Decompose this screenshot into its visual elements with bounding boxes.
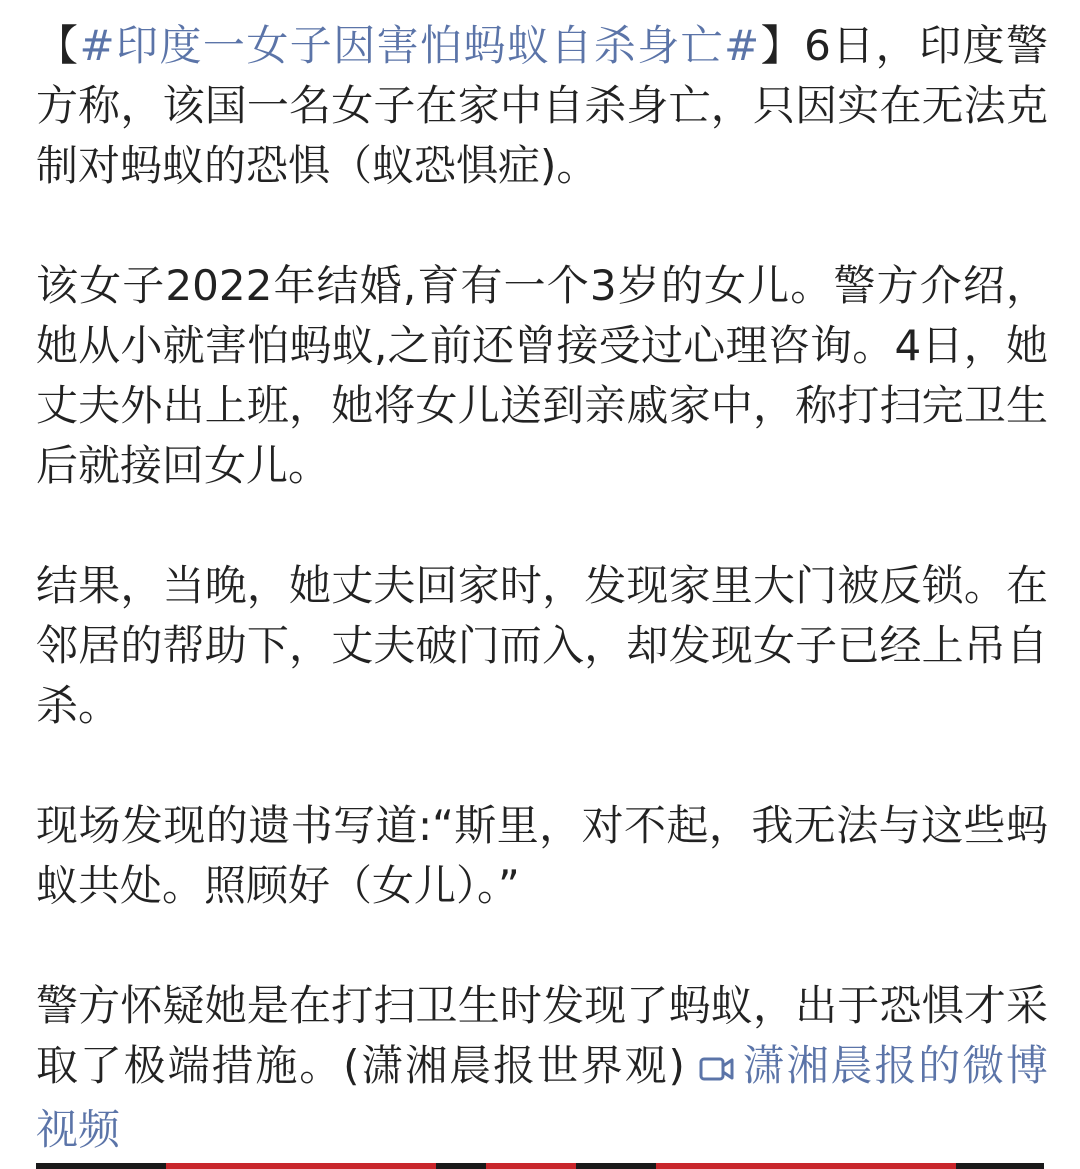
post-paragraph-1 <box>36 16 1048 196</box>
thumbnail-red-caption <box>486 1163 576 1169</box>
post-paragraph-5 <box>36 976 1048 1160</box>
paragraph-5-text: 警方怀疑她是在打扫卫生时发现了蚂蚁，出于恐惧才采取了极端措施。(潇湘晨报世界观) <box>36 981 1048 1090</box>
embedded-video-thumbnail[interactable] <box>36 1163 1044 1169</box>
weibo-post-body <box>36 16 1048 1160</box>
topic-hashtag-link[interactable]: #印度一女子因害怕蚂蚁自杀身亡# <box>79 21 760 70</box>
thumbnail-red-caption <box>166 1163 436 1169</box>
video-link-label: 潇湘晨报的微博视频 <box>36 1041 1048 1154</box>
paragraph-1-text: 6日，印度警方称，该国一名女子在家中自杀身亡，只因实在无法克制对蚂蚁的恐惧（蚁恐惧症)。 <box>36 21 1048 190</box>
post-paragraph-3: 结果，当晚，她丈夫回家时，发现家里大门被反锁。在邻居的帮助下，丈夫破门而入，却发现女子已经上吊自杀。 <box>36 561 1048 730</box>
post-paragraph-4: 现场发现的遗书写道:“斯里，对不起，我无法与这些蚂蚁共处。照顾好（女儿）。” <box>36 801 1048 910</box>
video-camera-icon <box>699 1040 735 1100</box>
topic-bracket-close: 】 <box>759 21 805 70</box>
topic-bracket-open: 【 <box>36 21 80 70</box>
post-paragraph-2: 该女子2022年结婚,育有一个3岁的女儿。警方介绍，她从小就害怕蚂蚁,之前还曾接受过心理咨询。4日，她丈夫外出上班，她将女儿送到亲戚家中，称打扫完卫生后就接回女儿。 <box>36 261 1048 490</box>
thumbnail-red-caption <box>656 1163 956 1169</box>
